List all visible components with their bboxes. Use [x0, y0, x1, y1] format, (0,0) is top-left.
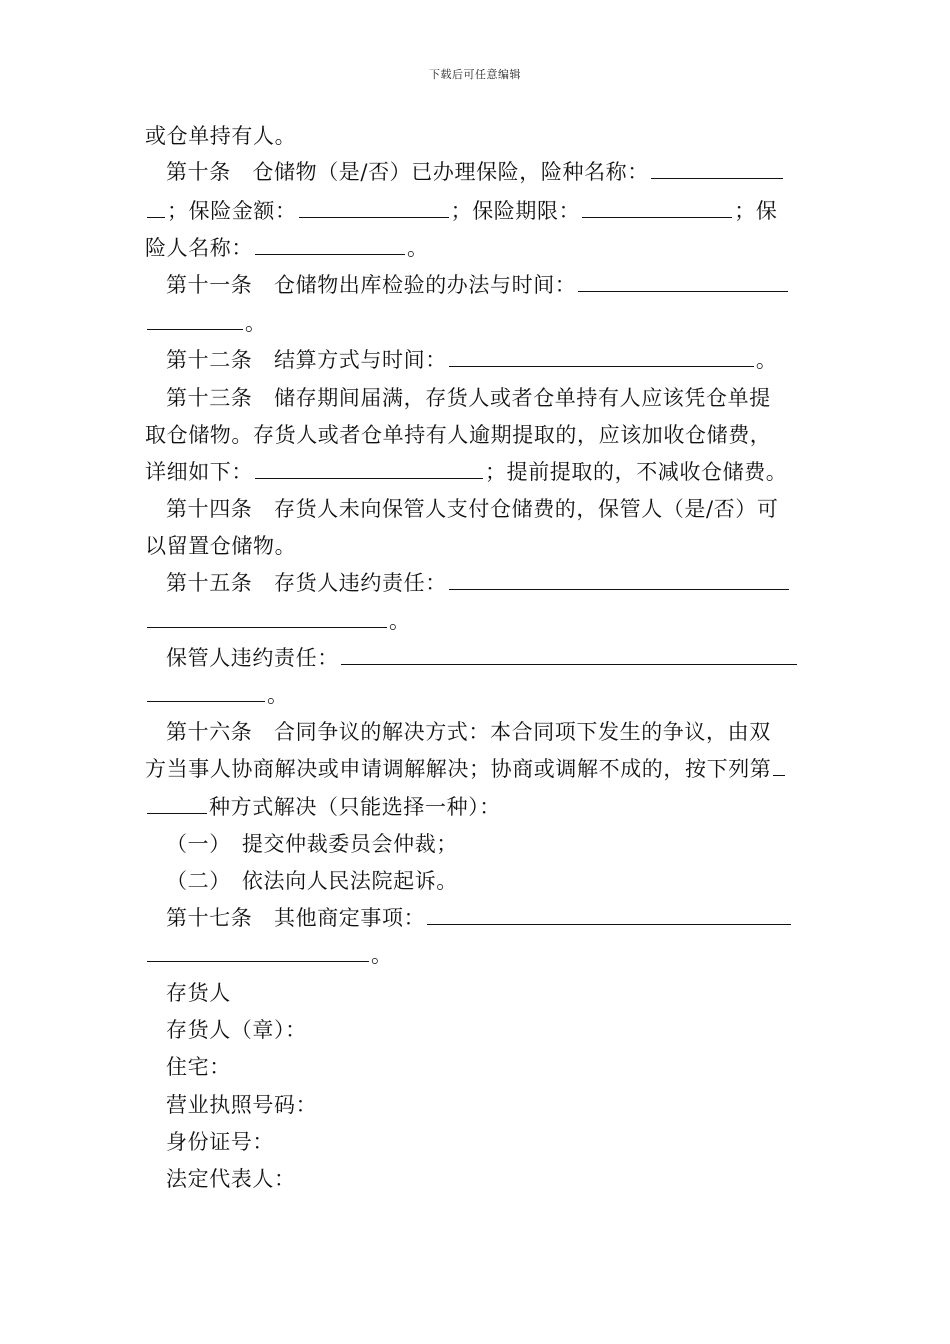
article-16-line1	[166, 720, 771, 744]
article-14-line2	[145, 534, 296, 558]
signature-id-card: 身份证号：	[166, 1130, 274, 1154]
text-run: ；保	[734, 199, 778, 223]
text-run: 险人名称：	[145, 236, 253, 260]
article-17-line1	[166, 906, 793, 930]
blank-field[interactable]	[147, 311, 243, 330]
text-run: ；保险期限：	[450, 199, 581, 223]
signature-seal: 存货人（章）：	[166, 1018, 307, 1042]
text-run: 。	[267, 683, 289, 707]
blank-field[interactable]	[341, 646, 797, 665]
article-16-line3	[145, 795, 501, 819]
text-run: 取仓储物。存货人或者仓单持有人逾期提取的，应该加收仓储费，	[145, 423, 772, 447]
blank-field[interactable]	[147, 683, 265, 702]
text-run: 或仓单持有人。	[145, 124, 297, 148]
blank-field[interactable]	[147, 199, 165, 218]
blank-field[interactable]	[578, 273, 788, 292]
text-run: 第十二条 结算方式与时间：	[166, 348, 447, 372]
option-one	[166, 832, 458, 856]
article-13-line1	[166, 386, 771, 410]
article-12-line	[166, 348, 777, 372]
signature-representative: 法定代表人：	[166, 1167, 296, 1191]
text-run: 第十七条 其他商定事项：	[166, 906, 426, 930]
signature-party: 存货人	[166, 981, 231, 1005]
text-run: 第十条 仓储物（是/否）已办理保险，险种名称：	[166, 160, 649, 184]
blank-field[interactable]	[299, 199, 449, 218]
text-run: （二） 依法向人民法院起诉。	[166, 869, 458, 893]
text-run: （一） 提交仲裁委员会仲裁；	[166, 832, 458, 856]
article-15-line2	[145, 609, 411, 633]
text-run: ；提前提取的，不减收仓储费。	[485, 460, 788, 484]
text-run: 第十一条 仓储物出库检验的办法与时间：	[166, 273, 577, 297]
text-run: 第十四条 存货人未向保管人支付仓储费的，保管人（是/否）可	[166, 497, 779, 521]
text-run: 种方式解决（只能选择一种）：	[209, 795, 501, 819]
option-two	[166, 869, 458, 893]
article-15-line1	[166, 571, 791, 595]
blank-field[interactable]	[449, 348, 754, 367]
blank-field[interactable]	[427, 906, 791, 925]
blank-field[interactable]	[582, 199, 732, 218]
article-14-line1	[166, 497, 778, 521]
article-11-line2	[145, 311, 267, 335]
article-13-line3	[145, 460, 787, 484]
article-10-line1	[166, 160, 785, 184]
text-run: 以留置仓储物。	[145, 534, 297, 558]
article-13-line2	[145, 423, 771, 447]
article-11-line1	[166, 273, 790, 297]
text-run: 第十五条 存货人违约责任：	[166, 571, 447, 595]
text-run: ；保险金额：	[167, 199, 297, 223]
blank-field[interactable]	[255, 236, 405, 255]
page-header: 下载后可任意编辑	[429, 68, 521, 81]
text-run: 详细如下：	[145, 460, 253, 484]
text-run: 。	[245, 311, 267, 335]
text-run: 。	[371, 943, 393, 967]
text-run: 。	[389, 609, 411, 633]
text-run: 保管人违约责任：	[166, 646, 339, 670]
keeper-liability-line1	[166, 646, 799, 670]
text-run: 。	[755, 348, 778, 372]
blank-field[interactable]	[773, 757, 785, 776]
keeper-liability-line2	[145, 683, 289, 707]
text-run: 。	[407, 236, 429, 260]
blank-field[interactable]	[651, 160, 783, 179]
blank-field[interactable]	[255, 460, 483, 479]
text-run: 第十六条 合同争议的解决方式：本合同项下发生的争议，由双	[166, 720, 771, 744]
article-10-line3	[145, 236, 429, 260]
article-17-line2	[145, 943, 393, 967]
blank-field[interactable]	[449, 571, 789, 590]
signature-license: 营业执照号码：	[166, 1093, 318, 1117]
text-run: 第十三条 储存期间届满，存货人或者仓单持有人应该凭仓单提	[166, 386, 771, 410]
signature-address: 住宅：	[166, 1055, 231, 1079]
article-10-line2	[145, 199, 777, 223]
article-16-line2	[145, 757, 787, 781]
blank-field[interactable]	[147, 609, 387, 628]
paragraph-line	[145, 124, 296, 148]
blank-field[interactable]	[147, 943, 369, 962]
text-run: 方当事人协商解决或申请调解解决；协商或调解不成的，按下列第	[145, 757, 772, 781]
blank-field[interactable]	[147, 795, 207, 814]
